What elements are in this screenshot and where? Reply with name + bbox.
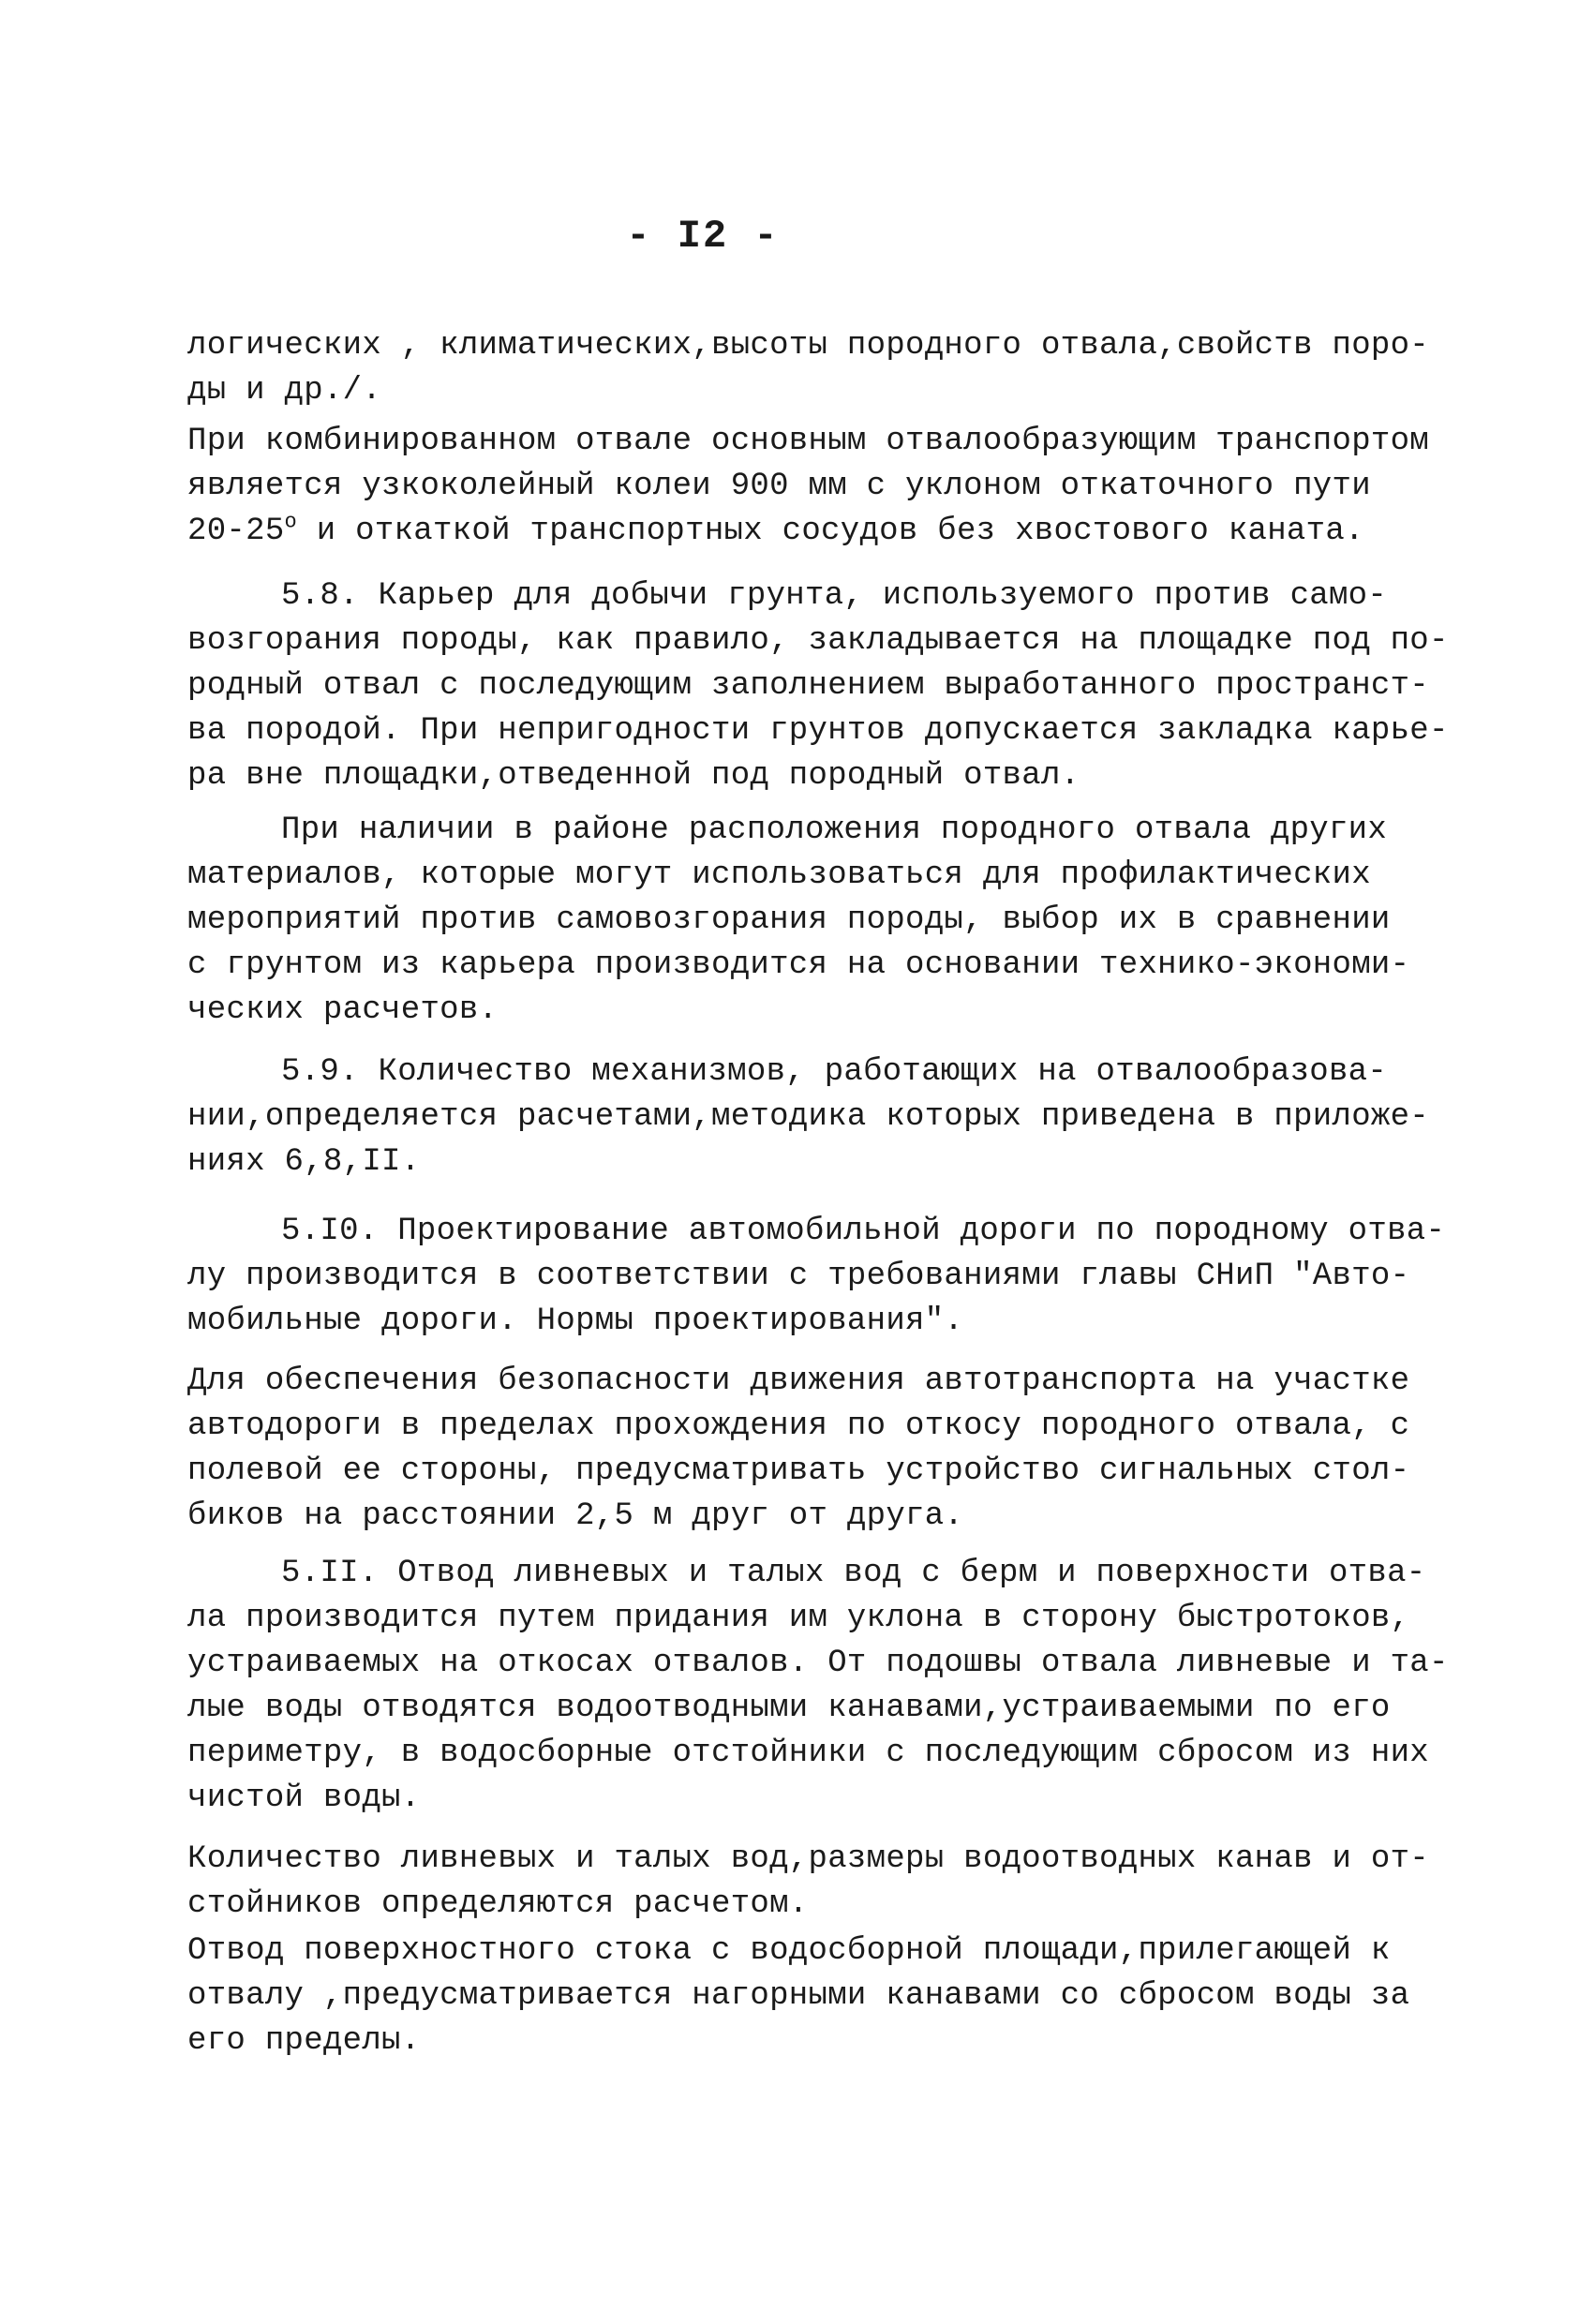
paragraph-5-9 <box>187 1050 1430 1184</box>
page-number: - I2 - <box>626 214 780 259</box>
text-line: материалов, которые могут использоваться для профилактических <box>187 857 1371 893</box>
text-line: При наличии в районе расположения породного отвала других <box>281 812 1388 848</box>
text-line: возгорания породы, как правило, закладывается на площадке под по- <box>187 623 1449 659</box>
text-line: Количество ливневых и талых вод,размеры водоотводных канав и от- <box>187 1841 1430 1877</box>
text-line: биков на расстоянии 2,5 м друг от друга. <box>187 1498 964 1534</box>
text-line: мероприятий против самовозгорания породы, выбор их в сравнении <box>187 902 1391 938</box>
degree-sign: о <box>284 510 298 534</box>
text-line: стойников определяются расчетом. <box>187 1886 809 1922</box>
paragraph-water-calculation <box>187 1837 1430 1927</box>
text-line: При комбинированном отвале основным отвалообразующим транспортом <box>187 424 1430 459</box>
text-line: ра вне площадки,отведенной под породный отвал. <box>187 758 1080 794</box>
slope-value: 20-25 <box>187 514 285 549</box>
paragraph-road-safety <box>187 1359 1415 1539</box>
text-line: чистой воды. <box>187 1780 421 1816</box>
text-line: 5.I0. Проектирование автомобильной дороги по породному отва- <box>281 1214 1446 1249</box>
text-fragment: и откаткой транспортных сосудов без хвостового каната. <box>316 514 1364 549</box>
text-line: ды и др./. <box>187 373 382 409</box>
text-line: устраиваемых на откосах отвалов. От подошвы отвала ливневые и та- <box>187 1646 1449 1681</box>
text-line: 5.8. Карьер для добычи грунта, используемого против само- <box>281 578 1388 614</box>
text-line: периметру, в водосборные отстойники с последующим сбросом из них <box>187 1736 1430 1771</box>
text-line: ческих расчетов. <box>187 992 499 1028</box>
text-line-with-slope <box>187 509 1415 554</box>
text-line: ниях 6,8,II. <box>187 1144 421 1180</box>
text-line: ла производится путем придания им уклона в сторону быстротоков, <box>187 1601 1410 1636</box>
paragraph-continuation <box>187 323 1430 413</box>
text-line: автодороги в пределах прохождения по откосу породного отвала, с <box>187 1408 1410 1444</box>
text-line: родный отвал с последующим заполнением выработанного пространст- <box>187 668 1430 704</box>
text-line: ва породой. При непригодности грунтов допускается закладка карье- <box>187 713 1449 749</box>
paragraph-other-materials <box>187 808 1415 1033</box>
text-line: Для обеспечения безопасности движения автотранспорта на участке <box>187 1363 1410 1399</box>
text-line: полевой ее стороны, предусматривать устройство сигнальных стол- <box>187 1453 1410 1489</box>
paragraph-5-11 <box>187 1551 1449 1821</box>
paragraph-5-8 <box>187 574 1449 798</box>
text-line: его пределы. <box>187 2023 421 2059</box>
text-line: отвалу ,предусматривается нагорными канавами со сбросом воды за <box>187 1978 1410 2014</box>
text-line: мобильные дороги. Нормы проектирования". <box>187 1304 964 1339</box>
text-line: 5.II. Отвод ливневых и талых вод с берм и поверхности отва- <box>281 1556 1426 1591</box>
paragraph-5-10 <box>187 1209 1446 1344</box>
text-line: с грунтом из карьера производится на основании технико-экономи- <box>187 947 1410 983</box>
text-line: лу производится в соответствии с требованиями главы СНиП "Авто- <box>187 1259 1410 1294</box>
text-line: Отвод поверхностного стока с водосборной площади,прилегающей к <box>187 1933 1391 1969</box>
paragraph-surface-runoff <box>187 1929 1415 2063</box>
paragraph-combined-dump <box>187 419 1430 554</box>
text-line: нии,определяется расчетами,методика которых приведена в приложе- <box>187 1099 1430 1135</box>
text-line: логических , климатических,высоты породного отвала,свойств поро- <box>187 328 1430 364</box>
text-line: является узкоколейный колеи 900 мм с уклоном откаточного пути <box>187 469 1371 504</box>
text-line: 5.9. Количество механизмов, работающих на отвалообразова- <box>281 1054 1388 1090</box>
text-line: лые воды отводятся водоотводными канавами,устраиваемыми по его <box>187 1691 1391 1726</box>
